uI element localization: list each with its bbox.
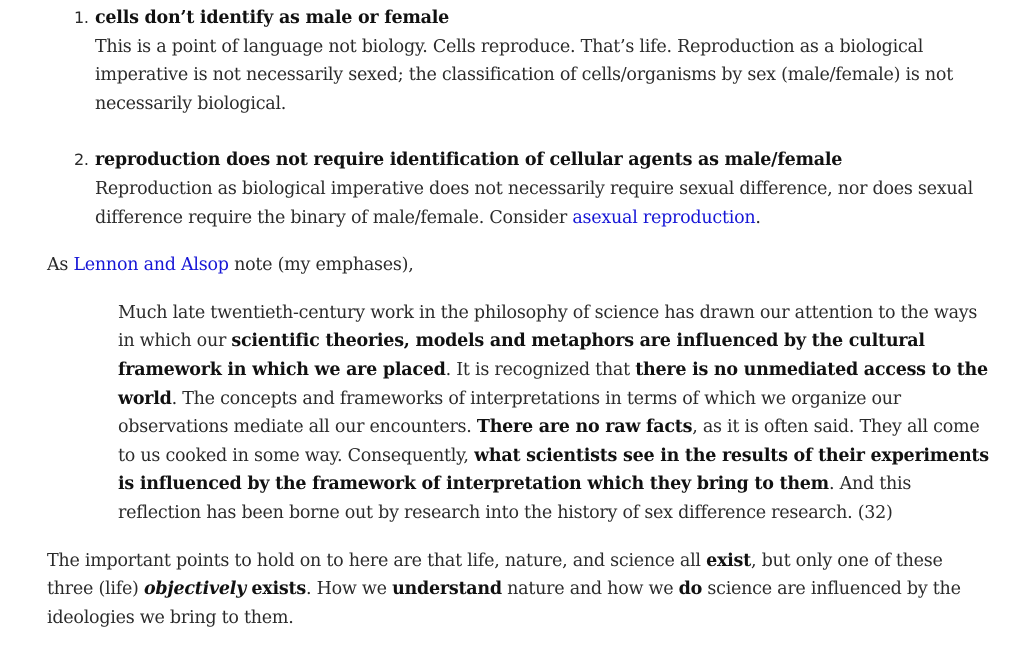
list-item: [47, 146, 992, 232]
list-item-title: cells don’t identify as male or female: [95, 8, 449, 28]
quote-emphasis: There are no raw facts: [476, 417, 693, 438]
conclusion-text: The important points to hold on to here are that life, nature, and science all: [47, 550, 707, 571]
numbered-list: [47, 4, 992, 232]
conclusion-text: , but only one of these three (life): [47, 550, 943, 600]
quote-text: , as it is often said. They all come to us cooked in some way. Consequently,: [118, 417, 980, 466]
list-number: 1.: [74, 8, 89, 27]
conclusion-emphasis: exists: [251, 579, 306, 600]
quote-text: . And this reflection has been borne out by research into the history of sex difference research. (32): [118, 474, 912, 523]
asexual-reproduction-link[interactable]: asexual reproduction: [572, 207, 756, 228]
list-item-body: [95, 175, 992, 232]
list-item-body-end: .: [755, 207, 761, 228]
quote-text: Much late twentieth-century work in the philosophy of science has drawn our attention to the ways in which our: [118, 302, 978, 352]
quote-text: . It is recognized that: [445, 359, 636, 380]
conclusion-text: science are influenced by the ideologies we bring to them.: [47, 579, 961, 628]
conclusion-text: nature and how we: [501, 579, 679, 600]
block-quote: [118, 299, 992, 528]
list-item: [47, 4, 992, 118]
intro-text: As: [47, 255, 74, 276]
list-item-body: This is a point of language not biology. Cells reproduce. That’s life. Reproduction as a biological imperative is not necessarily sexed; the classification of cells/organisms by sex (male/female) is not necessarily biological.: [95, 36, 953, 114]
conclusion-emphasis-italic: objectively: [143, 579, 247, 600]
quote-emphasis: there is no unmediated access to the world: [118, 359, 988, 409]
intro-text-end: note (my emphases),: [228, 255, 414, 276]
conclusion-text: . How we: [305, 579, 393, 600]
conclusion-paragraph: [47, 547, 992, 633]
intro-paragraph: [47, 251, 992, 280]
list-item-title: reproduction does not require identification of cellular agents as male/female: [95, 150, 843, 171]
quote-text: . The concepts and frameworks of interpretations in terms of which we organize our observations mediate all our encounters.: [118, 388, 901, 438]
lennon-alsop-link[interactable]: Lennon and Alsop: [73, 255, 229, 276]
conclusion-emphasis: exist: [706, 550, 751, 571]
list-number: 2.: [74, 150, 89, 170]
article-body: [47, 4, 992, 632]
list-item-body-text: Reproduction as biological imperative does not necessarily require sexual difference, nor does sexual difference require the binary of male/female. Consider: [95, 178, 973, 228]
quote-emphasis: what scientists see in the results of their experiments is influenced by the framework of interpretation which they bring to them: [118, 445, 989, 495]
quote-emphasis: scientific theories, models and metaphors are influenced by the cultural framework in which we are placed: [118, 331, 925, 380]
conclusion-emphasis: understand: [392, 579, 502, 600]
conclusion-emphasis: do: [678, 579, 703, 600]
